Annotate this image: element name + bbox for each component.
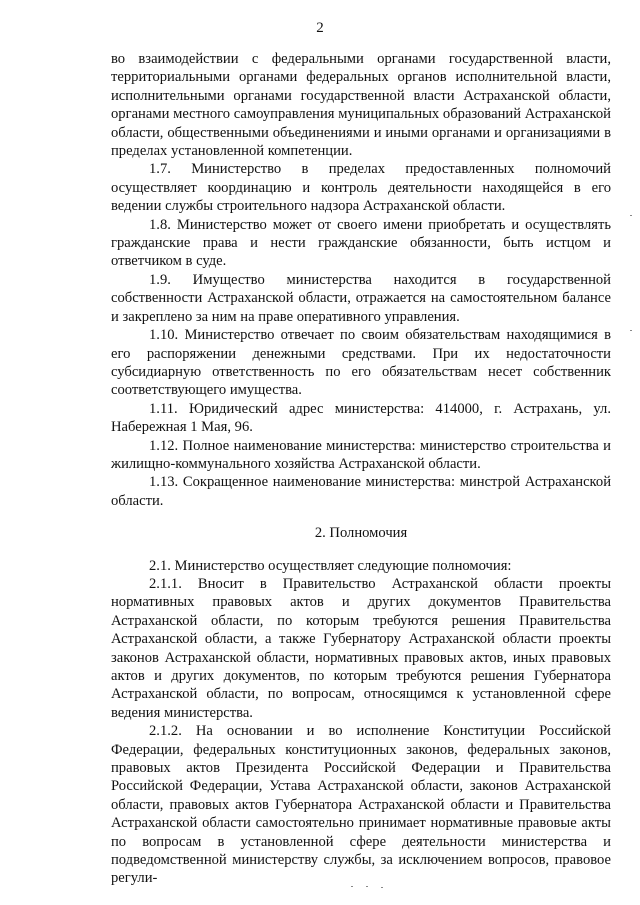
paragraph-1-10: 1.10. Министерство отвечает по своим обязательствам находящимися в его распоряжении денежными средствами. При их недостаточности субсидиарную ответственность по его обязательствам несет собственник соответствующего имущества. (111, 327, 611, 399)
paragraph-1-11: 1.11. Юридический адрес министерства: 414000, г. Астрахань, ул. Набережная 1 Мая, 96. (111, 400, 611, 436)
paragraph-2-1-2: 2.1.2. На основании и во исполнение Конституции Российской Федерации, федеральных конституционных законов, федеральных законов, правовых актов Президента Российской Федерации и Правительства Российской Федерации, Устава Астраханской области, законов Астраханской области, правовых актов Губернатора Астраханской области и Правительства Астраханской области самостоятельно принимает нормативные правовые акты по вопросам в установленной сфере деятельности министерства и подведомственной министерству службы, за исключением вопросов, правовое регули- (111, 723, 611, 887)
scan-speck (630, 330, 632, 331)
paragraph-2-1-1: 2.1.1. Вносит в Правительство Астраханской области проекты нормативных правовых актов и других документов Правительства Астраханской области, по которым требуются решения Правительства Астраханской области, а также Губернатору Астраханской области проекты законов Астраханской области, нормативных правовых актов, иных правовых актов и других документов, по которым требуются решения Губернатора Астраханской области, по вопросам, относящимся к установленной сфере ведения министерства. (111, 575, 611, 721)
scan-speck (381, 887, 383, 888)
paragraph-1-9: 1.9. Имущество министерства находится в государственной собственности Астраханской области, отражается на самостоятельном балансе и закреплено за ним на праве оперативного управления. (111, 271, 611, 325)
paragraph-1-8: 1.8. Министерство может от своего имени приобретать и осуществлять гражданские права и нести гражданские обязанности, быть истцом и ответчиком в суде. (111, 216, 611, 270)
scan-speck (366, 886, 368, 887)
paragraph-2-1: 2.1. Министерство осуществляет следующие полномочия: (149, 557, 512, 574)
paragraph-1-12: 1.12. Полное наименование министерства: министерство строительства и жилищно-коммунального хозяйства Астраханской области. (111, 437, 611, 472)
paragraph-1-7: 1.7. Министерство в пределах предоставленных полномочий осуществляет координацию и контроль деятельности находящейся в его ведении службы строительного надзора Астраханской области. (111, 161, 611, 215)
scan-speck (351, 886, 353, 887)
scan-speck (630, 215, 632, 216)
paragraph-1-13: 1.13. Сокращенное наименование министерства: минстрой Астраханской области. (111, 474, 611, 509)
document-body (111, 50, 611, 888)
page-number: 2 (316, 20, 324, 36)
section-heading: 2. Полномочия (314, 525, 408, 542)
paragraph-continuation: во взаимодействии с федеральными органами государственной власти, территориальными органами федеральных органов исполнительной власти, исполнительными органами государственной власти Астраханской области, органами местного самоуправления муниципальных образований Астраханской области, общественными объединениями и иными органами и организациями в пределах установленной компетенции. (111, 51, 611, 160)
